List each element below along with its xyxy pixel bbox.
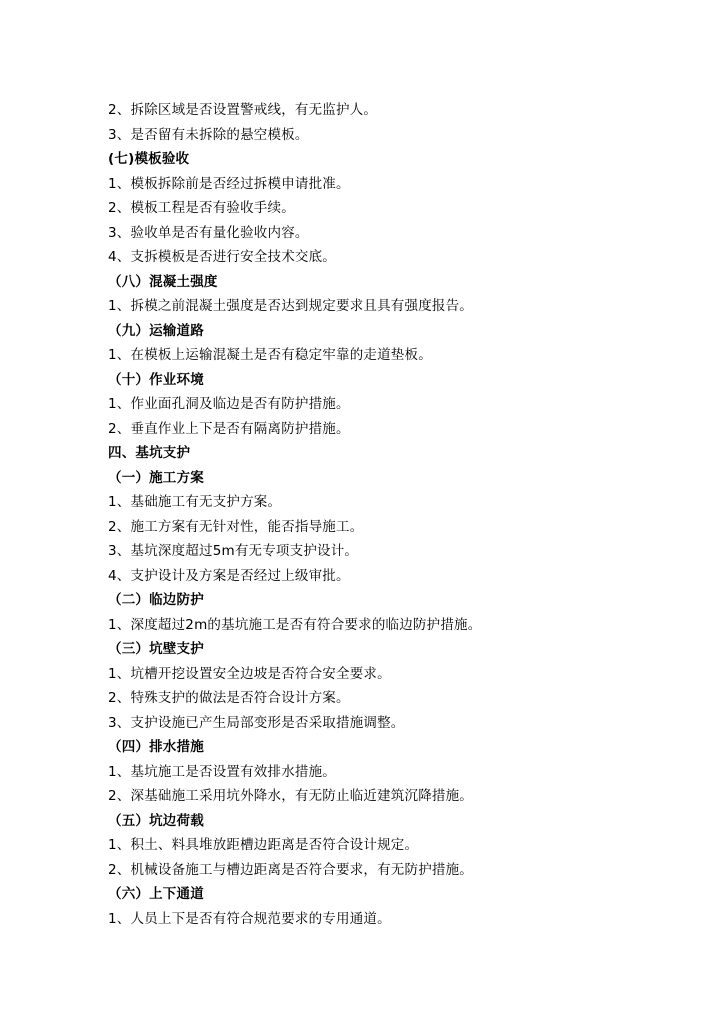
checklist-item: 4、支拆模板是否进行安全技术交底。 [108, 249, 336, 265]
checklist-item: 3、验收单是否有量化验收内容。 [108, 224, 309, 241]
checklist-item: 1、基础施工有无支护方案。 [108, 494, 282, 510]
checklist-item: 1、作业面孔洞及临边是否有防护措施。 [108, 396, 350, 412]
section-heading: （九）运输道路 [108, 322, 204, 339]
checklist-item: 1、深度超过2m的基坑施工是否有符合要求的临边防护措施。 [108, 616, 482, 633]
section-heading: （六）上下通道 [108, 886, 204, 902]
checklist-item: 1、积土、料具堆放距槽边距离是否符合设计规定。 [108, 837, 419, 853]
checklist-item: 3、基坑深度超过5m有无专项支护设计。 [108, 543, 359, 559]
checklist-item: 2、拆除区域是否设置警戒线，有无监护人。 [108, 102, 378, 118]
section-heading: （八）混凝土强度 [108, 273, 218, 290]
checklist-item: 1、基坑施工是否设置有效排水措施。 [108, 763, 336, 780]
checklist-item: 3、是否留有未拆除的悬空模板。 [108, 126, 309, 143]
checklist-item: 4、支护设计及方案是否经过上级审批。 [108, 567, 350, 584]
checklist-item: 2、机械设备施工与槽边距离是否符合要求，有无防护措施。 [108, 861, 473, 878]
checklist-item: 3、支护设施已产生局部变形是否采取措施调整。 [108, 714, 405, 731]
checklist-item: 1、坑槽开挖设置安全边坡是否符合安全要求。 [108, 665, 391, 682]
checklist-item: 1、拆模之前混凝土强度是否达到规定要求且具有强度报告。 [108, 298, 473, 314]
section-heading: （三）坑壁支护 [108, 641, 204, 657]
section-heading: (七)模板验收 [108, 151, 190, 167]
section-heading: （四）排水措施 [108, 739, 204, 755]
checklist-item: 1、模板拆除前是否经过拆模申请批准。 [108, 175, 350, 192]
checklist-item: 2、施工方案有无针对性，能否指导施工。 [108, 518, 364, 535]
checklist-item: 2、特殊支护的做法是否符合设计方案。 [108, 690, 350, 706]
checklist-item: 2、模板工程是否有验收手续。 [108, 200, 295, 216]
section-heading: （十）作业环境 [108, 371, 204, 388]
checklist-item: 2、垂直作业上下是否有隔离防护措施。 [108, 420, 350, 437]
checklist-item: 2、深基础施工采用坑外降水，有无防止临近建筑沉降措施。 [108, 788, 473, 804]
checklist-item: 1、在模板上运输混凝土是否有稳定牢靠的走道垫板。 [108, 347, 432, 363]
section-heading: （二）临边防护 [108, 592, 204, 608]
checklist-item: 1、人员上下是否有符合规范要求的专用通道。 [108, 910, 391, 927]
section-heading: （五）坑边荷载 [108, 812, 204, 829]
section-heading: （一）施工方案 [108, 469, 204, 486]
document-body [108, 98, 688, 931]
section-heading: 四、基坑支护 [108, 445, 191, 461]
